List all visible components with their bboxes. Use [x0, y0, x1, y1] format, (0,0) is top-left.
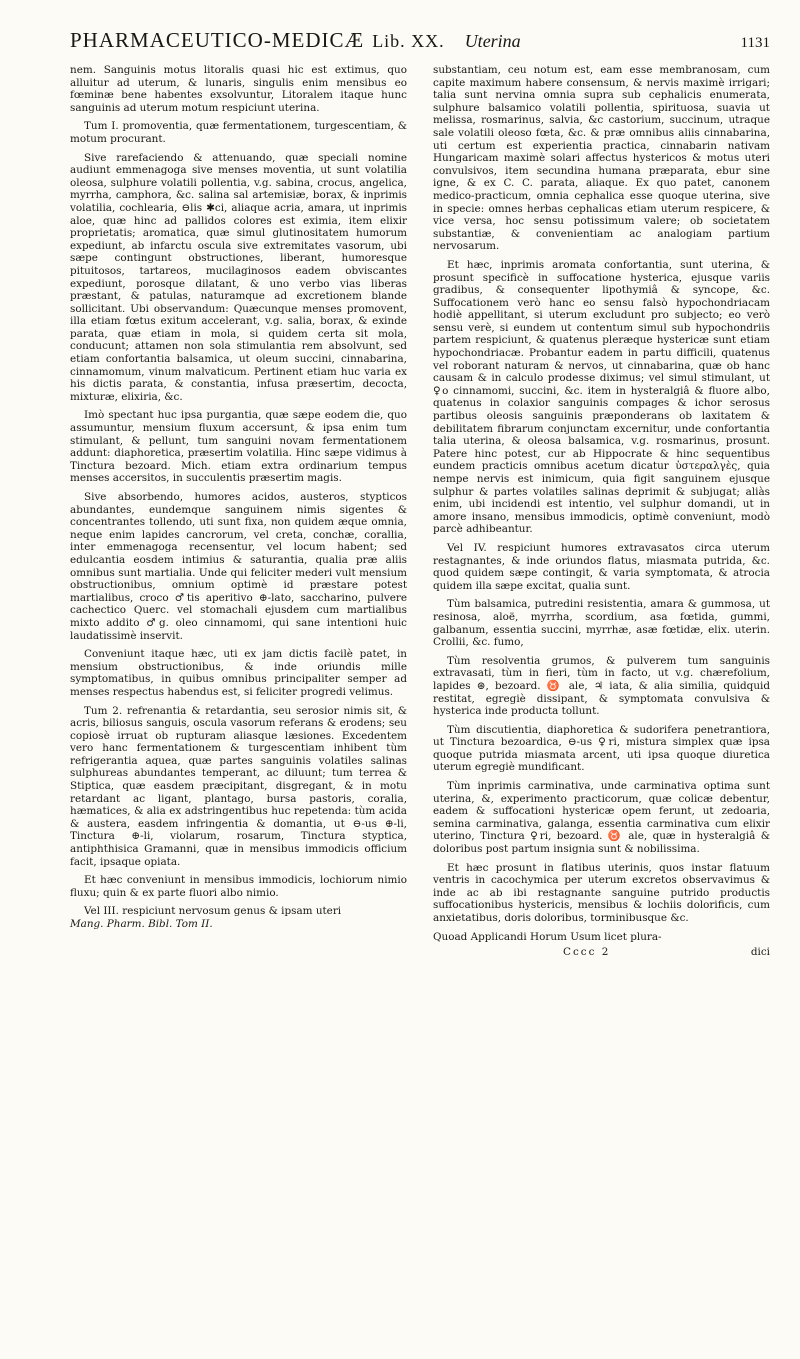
paragraph: Tum I. promoventia, quæ fermentationem, turgescentiam, & motum procurant. — [70, 120, 407, 145]
bibliographic-note: Mang. Pharm. Bibl. Tom II. — [70, 918, 213, 930]
paragraph: Tum 2. refrenantia & retardantia, seu serosior nimis sit, & acris, biliosus sanguis, oscula vasorum referans & erodens; seu copiosè irruat ob rupturam aliasque læsiones. Excedentem vero hanc fermentationem & turgescentiam inhibent tùm refrigerantia aquea, quæ partes sanguinis volatiles salinas sulphureas abundantes temperant, ac diluunt; tum terrea & Stiptica, quæ easdem præcipitant, disgregant, & in motu retardant ac ligant, plantago, bursa pastoris, coralia, hæmatices, & alia ex adstringentibus huc repetenda: tùm acida & austera, easdem infringentia & domantia, ut ⊖-us ⊕-li, Tinctura ⊕-li, violarum, rosarum, Tinctura styptica, antiphthisica Gramanni, quæ in mensibus immodicis officium facit, ipsaque opiata. — [70, 704, 407, 868]
page-number: 1131 — [740, 35, 770, 51]
closing-small-caps: Applicandi Horum Usum — [470, 930, 601, 943]
closing-line — [433, 931, 770, 944]
paragraph: Tùm discutientia, diaphoretica & sudorifera penetrantiora, ut Tinctura bezoardica, ⊖-us ♀ri, mistura simplex quæ ipsa quoque putrida miasmata arcent, uti ipsa quoque diuretica uterum egregiè mundificant. — [433, 723, 770, 774]
running-title: PHARMACEUTICO-MEDICÆ — [70, 28, 365, 52]
section-title: Uterina — [464, 31, 521, 51]
catchline-left — [70, 918, 407, 931]
paragraph: Sive absorbendo, humores acidos, austeros, stypticos abundantes, eundemque sanguinem nimis sigentes & concentrantes tollendo, uti sunt fixa, non quidem æque omnia, neque enim lapides cancrorum, vel creta, conchæ, corallia, inter emmenagoga recensentur, vel locum habent; sed edulcantia eosdem intimius & saturantia, qualia præ aliis omnibus sunt martialia. Unde qui feliciter mederi vult mensium obstructionibus, omnium optimè id præstare potest martialibus, croco ♂tis aperitivo ⊕-lato, saccharino, pulvere cachectico Querc. vel stomachali ejusdem cum martialibus mixto addito ♂g. oleo cinnamomi, qui sane intentioni huic laudatissimè inservit. — [70, 491, 407, 642]
paragraph: Imò spectant huc ipsa purgantia, quæ sæpe eodem die, quo assumuntur, mensium fluxum accersunt, & ipsa enim tum stimulant, & pellunt, tum sanguini novam fermentationem addunt: diaphoretica, præsertim volatilia. Hinc sæpe vidimus à Tinctura bezoard. Mich. etiam extra ordinarium tempus menses accersitos, in succulentis præsertim magis. — [70, 409, 407, 485]
paragraph: Vel III. respiciunt nervosum genus & ipsam uteri — [84, 905, 342, 918]
signature-line — [433, 946, 770, 959]
closing-lead: Quoad — [433, 930, 468, 943]
paragraph: Vel IV. respiciunt humores extravasatos circa uterum restagnantes, & inde oriundos flatus, miasmata putrida, &c. quod quidem sæpe contingit, & varia symptomata, & atrocia quidem illa sæpe excitat, qualia sunt. — [433, 541, 770, 592]
paragraph: nem. Sanguinis motus litoralis quasi hic est extimus, quo alluitur ad uterum, & lunaris, singulis enim mensibus eo fœminæ bene habentes exsolvuntur, Litoralem itaque hunc sanguinis ad uterum motum respiciunt uterina. — [70, 64, 407, 114]
running-header — [70, 28, 770, 58]
paragraph: Tùm resolventia grumos, & pulverem tum sanguinis extravasati, tùm in fieri, tùm in facto, ut v.g. chærefolium, lapides ⊛, bezoard. ♉ ale, ♃ iata, & alia similia, quidquid restitat, egregiè dissipant, & symptomata convulsiva & hysterica inde producta tollunt. — [433, 654, 770, 718]
left-column — [70, 64, 407, 959]
paragraph: Sive rarefaciendo & attenuando, quæ speciali nomine audiunt emmenagoga sive menses moventia, ut sunt volatilia oleosa, sulphure volatili pollentia, v.g. sabina, crocus, angelica, myrrha, camphora, &c. salina sal artemisiæ, borax, & inprimis volatilia, cochlearia, ⊖lis ✱ci, aliaque acria, amara, ut inprimis aloe, quæ hinc ad pallidos colores est eximia, item elixir proprietatis; aromatica, quæ simul glutinositatem humorum expediunt, ab infarctu oscula sive extremitates vasorum, ubi sæpe contingunt obstructiones, liberant, humoresque pituitosos, tartareos, mucilaginosos eadem obviscantes expediunt, porosque dilatant, & uno verbo vias liberas præstant, & patulas, naturamque ad excretionem blande sollicitant. Ubi observandum: Quæcunque menses promovent, illa etiam fœtus exitum accelerant, v.g. salia, borax, & exinde parata, quæ etiam in mola, si quidem certa sit mola, conducunt; attamen non sola stimulantia rem absolvunt, sed etiam confortantia balsamica, ut oleum succini, cinnabarina, cinnamomum, vinum malvaticum. Pertinent etiam huc varia ex his dictis parata, & constantia, infusa præsertim, decocta, mixturæ, elixiria, &c. — [70, 151, 407, 403]
header-left — [70, 28, 521, 53]
text-columns — [70, 64, 770, 959]
signature-mark: Cccc 2 — [563, 945, 611, 958]
paragraph: substantiam, ceu notum est, eam esse membranosam, cum capite maximum habere consensum, & nervis maximè irrigari; talia sunt nervina omnia supra sub cephalicis enumerata, sulphure balsamico volatili pollentia, spirituosa, suavia ut melissa, rosmarinus, salvia, &c castorium, succinum, utraque sale volatili oleoso fœta, &c. & præ omnibus aliis cinnabarina, uti certum est experientia practica, cinnabarin nativam Hungaricam maximè solari affectus hystericos & motus uteri convulsivos, item secundina humana præparata, ebur sine igne, & ex C. C. parata, aliaque. Ex quo patet, canonem medico-practicum, omnia cephalica esse quoque uterina, sive in specie: omnes herbas cephalicas etiam uterum respicere, & vice versa, hoc sensu potissimum valere; ob societatem substantiæ, & convenientiam ac analogiam partium nervosarum. — [433, 64, 770, 253]
paragraph: Et hæc, inprimis aromata confortantia, sunt uterina, & prosunt specificè in suffocatione hysterica, ejusque variis gradibus, & consequenter lipothymiâ & syncope, &c. Suffocationem verò hanc eo sensu falsò hypochondriacam hodiè appellitant, si uterum excludunt pro subjecto; eo verò sensu verè, si eundem ut contentum simul sub hypochondriis partem respiciunt, & quatenus pleræque hystericæ sunt etiam hypochondriacæ. Probantur eadem in partu difficili, quatenus vel roborant naturam & nervos, ut cinnabarina, quæ ob hanc causam & in calculo prodesse diximus; vel simul stimulant, ut ♀o cinnamomi, succini, &c. item in hysteralgiâ & fluore albo, quatenus in colaxior sanguinis compages & ichor serosus partibus oleosis sanguinis præponderans ob laxitatem & debilitatem fibrarum conjunctam excernitur, unde confortantia talia uterina, & oleosa balsamica, v.g. rosmarinus, prosunt. Patere hinc potest, cur ab Hippocrate & hinc sequentibus eundem practicis omnibus acetum dicatur ὑστεραλγὲς, quia nempe nervis est inimicum, quia figit sanguinem ejusque sulphur & partes volatiles salinas deprimit & subjugat; aliàs enim, ubi incidendi est intentio, vel sulphur domandi, ut in amore insano, mensibus immodicis, optimè conveniunt, modò parcè adhibeantur. — [433, 258, 770, 536]
catchword: dici — [750, 945, 770, 958]
paragraph: Conveniunt itaque hæc, uti ex jam dictis facilè patet, in mensium obstructionibus, & inde oriundis mille symptomatibus, in quibus omnibus principaliter semper ad menses respectus habendus est, si feliciter progredi velimus. — [70, 648, 407, 698]
paragraph: Et hæc prosunt in flatibus uterinis, quos instar flatuum ventris in cacochymica per uterum excretos observavimus & inde ac ab ibi restagnante sanguine putrido productis suffocationibus hystericis, mensibus & lochiis dolorificis, cum anxietatibus, doris doloribus, torminibusque &c. — [433, 861, 770, 924]
book-number: Lib. XX. — [372, 31, 445, 51]
paragraph: Tùm balsamica, putredini resistentia, amara & gummosa, ut resinosa, aloë, myrrha, scordium, asa fœtida, gummi, galbanum, essentia succini, myrrhæ, asæ fœtidæ, elix. uterin. Crollii, &c. fumo, — [433, 598, 770, 649]
closing-tail: licet plura- — [604, 930, 662, 943]
paragraph: Tùm inprimis carminativa, unde carminativa optima sunt uterina, &, experimento practicorum, quæ colicæ debentur, eadem & suffocationi hystericæ opem ferunt, ut zedoaria, semina carminativa, galanga, essentia carminativa cum elixir uterino, Tinctura ♀ri, bezoard. ♉ ale, quæ in hysteralgiâ & doloribus post partum insignia sunt & nobilissima. — [433, 780, 770, 856]
right-column — [433, 64, 770, 959]
paragraph: Et hæc conveniunt in mensibus immodicis, lochiorum nimio fluxu; quin & ex parte fluori albo nimio. — [70, 874, 407, 899]
